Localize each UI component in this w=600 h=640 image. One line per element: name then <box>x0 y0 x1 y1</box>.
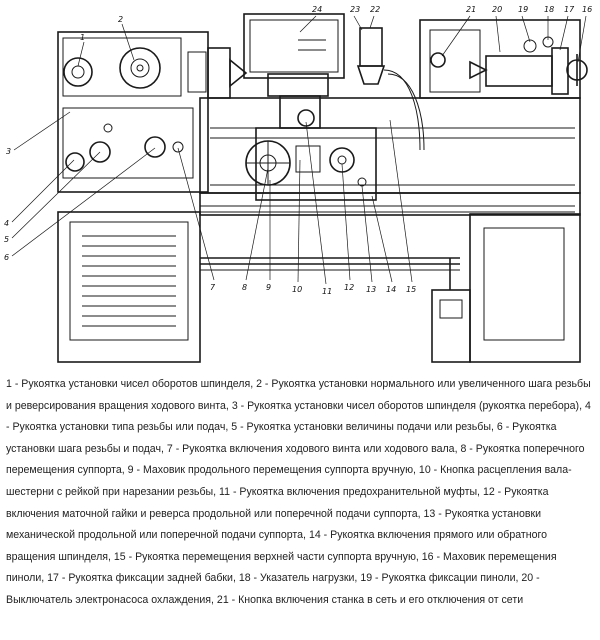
lathe-bed <box>200 98 580 215</box>
spindle-chuck <box>208 48 246 98</box>
callout-labels <box>4 5 592 296</box>
callout-13: 13 <box>366 285 377 294</box>
callout-7: 7 <box>210 283 216 292</box>
callout-14: 14 <box>386 285 397 294</box>
tool-post-and-guard <box>244 14 344 128</box>
diagram-legend-caption: 1 - Рукоятка установки чисел оборотов шпинделя, 2 - Рукоятка установки нормального или увеличенного шага резьбы и реверсирования вращения ходового винта, 3 - Рукоятка установки чисел оборотов шпинделя (рукоятка перебора), 4 - Рукоятка установки типа резьбы или подач, 5 - Рукоятка установки величины подачи или резьбы, 6 - Рукоятка установки шага резьбы и подач, 7 - Рукоятка включения ходового винта или ходового вала, 8 - Рукоятка поперечного перемещения суппорта, 9 - Маховик продольного перемещения суппорта вручную, 10 - Кнопка расцепления вала-шестерни с рейкой при нарезании резьбы, 11 - Рукоятка включения предохранительной муфты, 12 - Рукоятка включения маточной гайки и реверса продольной или поперечной подачи суппорта, 13 - Рукоятка установки механической продольной или поперечной подачи суппорта, 14 - Рукоятка включения прямого или обратного вращения шпинделя, 15 - Рукоятка перемещения верхней части суппорта вручную, 16 - Маховик перемещения пиноли, 17 - Рукоятка фиксации задней бабки, 18 - Указатель нагрузки, 19 - Рукоятка фиксации пиноли, 20 - Выключатель электронасоса охлаждения, 21 - Кнопка включения станка в сеть и его отключения от сети <box>6 378 591 606</box>
callout-4: 4 <box>4 219 10 228</box>
tailstock <box>420 20 587 98</box>
right-pedestal <box>432 214 580 362</box>
callout-5: 5 <box>4 235 10 244</box>
callout-23: 23 <box>350 5 361 14</box>
coolant-lamp <box>358 28 424 150</box>
callout-18: 18 <box>544 5 555 14</box>
callout-16: 16 <box>582 5 593 14</box>
callout-11: 11 <box>322 287 333 296</box>
callout-19: 19 <box>518 5 529 14</box>
callout-3: 3 <box>6 147 12 156</box>
callout-9: 9 <box>266 283 272 292</box>
callout-10: 10 <box>292 285 303 294</box>
callout-20: 20 <box>492 5 503 14</box>
callout-24: 24 <box>312 5 323 14</box>
lead-screw-and-shafts <box>200 258 460 270</box>
callout-15: 15 <box>406 285 417 294</box>
left-pedestal <box>58 212 200 362</box>
callout-8: 8 <box>242 283 248 292</box>
callout-21: 21 <box>466 5 477 14</box>
callout-2: 2 <box>118 15 124 24</box>
left-pedestal-vents <box>82 236 176 326</box>
callout-12: 12 <box>344 283 355 292</box>
callout-17: 17 <box>564 5 575 14</box>
callout-22: 22 <box>370 5 381 14</box>
callout-1: 1 <box>80 33 86 42</box>
callout-6: 6 <box>4 253 10 262</box>
